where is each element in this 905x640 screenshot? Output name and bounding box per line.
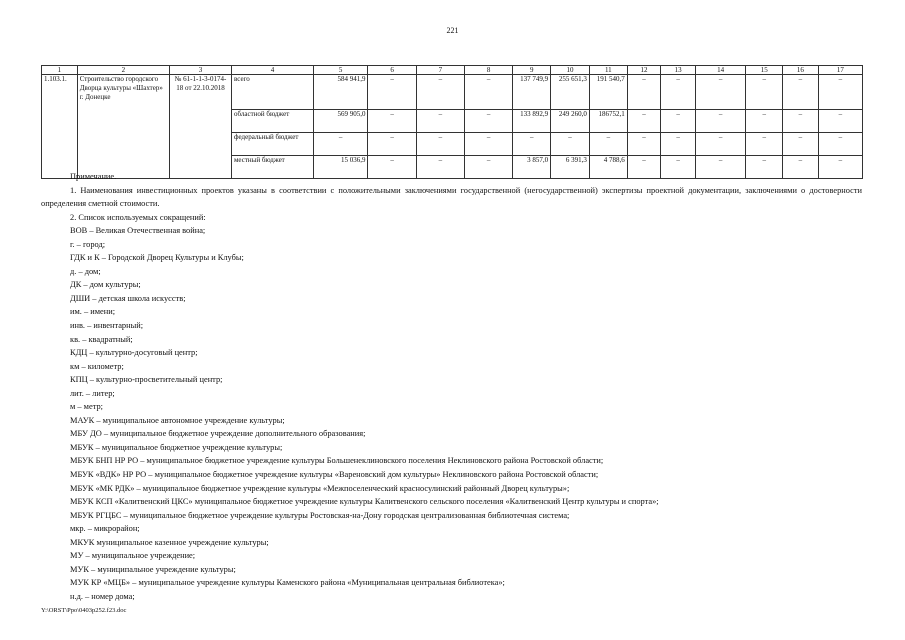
abbreviation-item: инв. – инвентарный; [70, 321, 144, 331]
source-label: всего [232, 75, 314, 110]
abbreviation-item: д. – дом; [70, 266, 101, 276]
source-label: федеральный бюджет [232, 133, 314, 156]
col-header: 8 [465, 66, 513, 75]
cell-value: – [368, 110, 416, 133]
cell-value: – [818, 133, 862, 156]
cell-value: – [695, 110, 745, 133]
notes-paragraph-1: 1. Наименования инвестиционных проектов указаны в соответствии с положительными заключениями государственной (негосударственной) экспертизы проектной документации, заключениями о достоверности определения сметной стоимости. [41, 185, 862, 209]
abbreviation-item: м – метр; [70, 402, 103, 412]
abbreviation-item: км – километр; [70, 361, 124, 371]
abbreviation-item: лит. – литер; [70, 388, 115, 398]
abbreviation-item: ВОВ – Великая Отечественная война; [70, 226, 206, 236]
project-number: 1.103.1. [42, 75, 78, 179]
page-number: 221 [446, 26, 459, 35]
abbreviation-item: ДШИ – детская школа искусств; [70, 293, 186, 303]
col-header: 3 [170, 66, 232, 75]
cell-value: 255 651,3 [551, 75, 590, 110]
cell-value: – [818, 110, 862, 133]
col-header: 14 [695, 66, 745, 75]
col-header: 1 [42, 66, 78, 75]
cell-value: – [746, 133, 783, 156]
source-label: местный бюджет [232, 156, 314, 179]
notes-title: Примечание. [70, 172, 117, 181]
abbreviation-item: н.д. – номер дома; [70, 591, 135, 601]
cell-value: – [661, 110, 696, 133]
cell-value: – [368, 156, 416, 179]
cell-value: 137 749,9 [513, 75, 551, 110]
cell-value: – [416, 75, 464, 110]
cell-value: 249 260,0 [551, 110, 590, 133]
col-header: 15 [746, 66, 783, 75]
cell-value: 569 905,0 [313, 110, 368, 133]
col-header: 9 [513, 66, 551, 75]
table-row [42, 75, 863, 110]
cell-value: 186752,1 [589, 110, 627, 133]
abbreviation-item: МУК КР «МЦБ» – муниципальное учреждение культуры Каменского района «Муниципальная центральная библиотека»; [70, 578, 505, 588]
cell-value: – [313, 133, 368, 156]
col-header: 12 [627, 66, 661, 75]
abbreviation-item: МБУК БНП НР РО – муниципальное бюджетное учреждение культуры Большенеклиновского поселения Неклиновского района Ростовской области; [70, 456, 604, 466]
abbreviation-item: МУК – муниципальное учреждение культуры; [70, 564, 236, 574]
abbreviation-item: МБУК – муниципальное бюджетное учреждение культуры; [70, 442, 283, 452]
file-path: Y:\ORST\Ppo\0403p252.f23.doc [41, 607, 127, 614]
cell-value: – [627, 156, 661, 179]
cell-value: – [746, 75, 783, 110]
abbreviation-item: КПЦ – культурно-просветительный центр; [70, 375, 223, 385]
cell-value: – [746, 110, 783, 133]
abbreviation-item: ГДК и К – Городской Дворец Культуры и Клубы; [70, 253, 244, 263]
col-header: 17 [818, 66, 862, 75]
abbreviation-item: г. – город; [70, 239, 106, 249]
col-header: 10 [551, 66, 590, 75]
table-header-row [42, 66, 863, 75]
cell-value: – [783, 133, 819, 156]
source-label: областной бюджет [232, 110, 314, 133]
cell-value: 584 941,9 [313, 75, 368, 110]
abbreviation-item: ДК – дом культуры; [70, 280, 141, 290]
cell-value: – [513, 133, 551, 156]
expertise-document: № 61-1-1-3-0174-18 от 22.10.2018 [170, 75, 232, 179]
abbreviation-item: МБУК «ВДК» НР РО – муниципальное бюджетное учреждение культуры «Вареновский дом культуры» Неклиновского района Ростовской области; [70, 470, 599, 480]
col-header: 5 [313, 66, 368, 75]
cell-value: – [783, 110, 819, 133]
cell-value: – [695, 75, 745, 110]
col-header: 16 [783, 66, 819, 75]
cell-value: 133 892,9 [513, 110, 551, 133]
abbreviation-list [41, 224, 862, 603]
abbreviation-item: МАУК – муниципальное автономное учреждение культуры; [70, 415, 285, 425]
cell-value: – [551, 133, 590, 156]
cell-value: – [465, 75, 513, 110]
project-name: Строительство городского Дворца культуры «Шахтер» г. Донецке [77, 75, 169, 179]
investment-table [41, 65, 863, 179]
cell-value: – [589, 133, 627, 156]
col-header: 7 [416, 66, 464, 75]
cell-value: – [627, 133, 661, 156]
cell-value: 3 857,0 [513, 156, 551, 179]
cell-value: – [661, 133, 696, 156]
cell-value: – [695, 133, 745, 156]
col-header: 6 [368, 66, 416, 75]
col-header: 13 [661, 66, 696, 75]
cell-value: – [661, 156, 696, 179]
cell-value: – [465, 133, 513, 156]
cell-value: – [783, 156, 819, 179]
abbreviation-item: им. – имени; [70, 307, 116, 317]
cell-value: – [465, 110, 513, 133]
cell-value: – [818, 75, 862, 110]
cell-value: – [627, 110, 661, 133]
abbreviation-item: мкр. – микрорайон; [70, 524, 140, 534]
cell-value: – [416, 133, 464, 156]
abbreviation-item: КДЦ – культурно-досуговый центр; [70, 348, 198, 358]
notes-paragraph-2: 2. Список используемых сокращений: [70, 212, 206, 222]
cell-value: 4 788,6 [589, 156, 627, 179]
cell-value: – [368, 133, 416, 156]
cell-value: – [661, 75, 696, 110]
abbreviation-item: МБУК КСП «Калитвенский ЦКС» муниципальное бюджетное учреждение культуры Калитвенского сельского поселения «Калитвенский Центр культуры и спорта»; [70, 497, 659, 507]
cell-value: – [416, 156, 464, 179]
cell-value: – [416, 110, 464, 133]
notes-section [41, 170, 862, 604]
cell-value: – [368, 75, 416, 110]
col-header: 2 [77, 66, 169, 75]
abbreviation-item: МБУК «МК РДК» – муниципальное бюджетное учреждение культуры «Межпоселенческий красносулинский районный Дворец культуры»; [70, 483, 570, 493]
cell-value: 191 540,7 [589, 75, 627, 110]
cell-value: – [695, 156, 745, 179]
col-header: 11 [589, 66, 627, 75]
cell-value: – [818, 156, 862, 179]
cell-value: – [746, 156, 783, 179]
cell-value: – [465, 156, 513, 179]
cell-value: 15 036,9 [313, 156, 368, 179]
cell-value: – [783, 75, 819, 110]
col-header: 4 [232, 66, 314, 75]
abbreviation-item: МБУ ДО – муниципальное бюджетное учреждение дополнительного образования; [70, 429, 366, 439]
cell-value: – [627, 75, 661, 110]
abbreviation-item: МБУК РГЦБС – муниципальное бюджетное учреждение культуры Ростовская-на-Дону городская централизованная библиотечная система; [70, 510, 570, 520]
abbreviation-item: МКУК муниципальное казенное учреждение культуры; [70, 537, 269, 547]
abbreviation-item: МУ – муниципальное учреждение; [70, 551, 196, 561]
cell-value: 6 391,3 [551, 156, 590, 179]
abbreviation-item: кв. – квадратный; [70, 334, 133, 344]
